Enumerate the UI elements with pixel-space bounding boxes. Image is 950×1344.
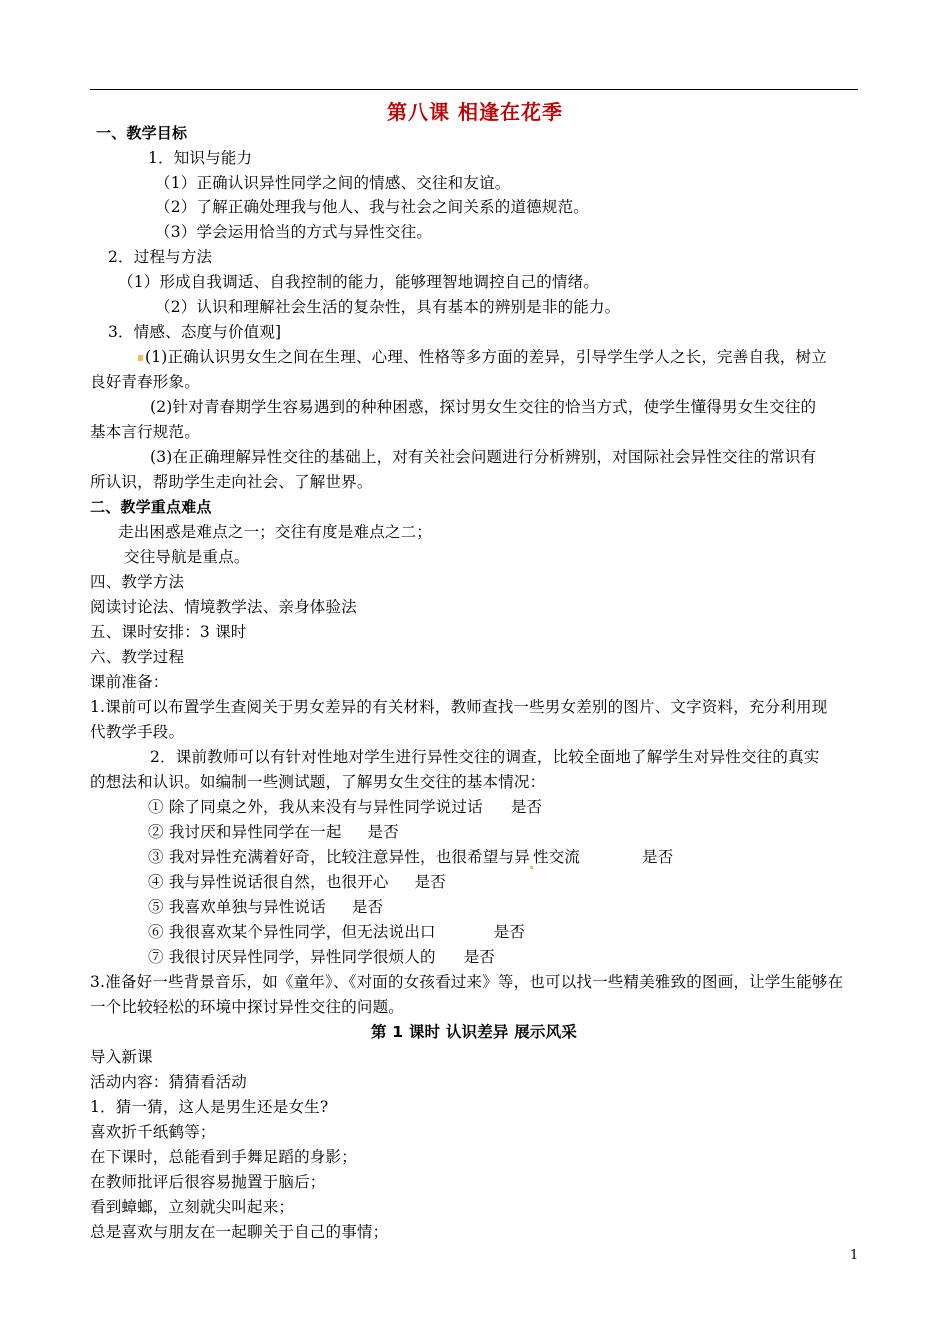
text-line: 良好青春形象。 xyxy=(90,373,200,391)
text-line: 四、教学方法 xyxy=(90,573,185,591)
text-line: 3．情感、态度与价值观] xyxy=(108,323,282,341)
text-line: 的想法和认识。如编制一些测试题，了解男女生交往的基本情况： xyxy=(90,773,546,791)
text-line: 看到蟑螂，立刻就尖叫起来； xyxy=(90,1198,295,1216)
section-heading: 二、教学重点难点 xyxy=(90,498,212,516)
survey-item xyxy=(148,945,916,969)
survey-question: ① 除了同桌之外，我从来没有与异性同学说过话 xyxy=(148,798,483,816)
text-line: 走出困惑是难点之一；交往有度是难点之二； xyxy=(118,523,433,541)
text-line: 总是喜欢与朋友在一起聊关于自己的事情； xyxy=(90,1223,389,1241)
text-line: 课前准备： xyxy=(90,673,169,691)
text-line: (3)在正确理解异性交往的基础上，对有关社会问题进行分析辨别，对国际社会异性交往的常识有 xyxy=(150,448,817,466)
survey-question: ② 我讨厌和异性同学在一起 xyxy=(148,823,342,841)
page-title: 第八课 相逢在花季 xyxy=(387,100,563,124)
text-line: 2．过程与方法 xyxy=(108,248,213,266)
text-line: （1）形成自我调适、自我控制的能力，能够理智地调控自己的情绪。 xyxy=(118,273,600,291)
survey-answer: 是否 xyxy=(493,923,526,941)
survey-answer: 是否 xyxy=(414,873,447,891)
text-line: （1）正确认识异性同学之间的情感、交往和友谊。 xyxy=(155,174,511,192)
survey-item xyxy=(148,895,916,919)
text-line: 1．知识与能力 xyxy=(148,149,253,167)
text-line: 活动内容：猜猜看活动 xyxy=(90,1073,248,1091)
text-line: 1.课前可以布置学生查阅关于男女差异的有关材料，教师查找一些男女差别的图片、文字资料，充分利用现 xyxy=(90,698,828,716)
text-span: (1)正确认识男女生之间在生理、心理、性格等多方面的差异，引导学生学人之长，完善自我，树立 xyxy=(145,348,827,366)
survey-question: ⑤ 我喜欢单独与异性说话 xyxy=(148,898,326,916)
text-line: 交往导航是重点。 xyxy=(124,548,250,566)
survey-answer: 是否 xyxy=(463,948,496,966)
survey-question: ⑦ 我很讨厌异性同学，异性同学很烦人的 xyxy=(148,948,436,966)
text-line: 所认识，帮助学生走向社会、了解世界。 xyxy=(90,473,373,491)
text-line: 阅读讨论法、情境教学法、亲身体验法 xyxy=(90,598,357,616)
text-line: 喜欢折千纸鹤等； xyxy=(90,1123,216,1141)
survey-answer: 是否 xyxy=(642,848,674,866)
text-line: （3）学会运用恰当的方式与异性交往。 xyxy=(155,223,432,241)
text-line: 在教师批评后很容易抛置于脑后； xyxy=(90,1173,326,1191)
text-line: 六、教学过程 xyxy=(90,648,185,666)
text-line: 导入新课 xyxy=(90,1048,153,1066)
survey-question: 性交流 xyxy=(532,848,581,866)
survey-item xyxy=(148,845,916,869)
lesson-subtitle: 第 1 课时 认识差异 展示风采 xyxy=(370,1023,578,1041)
section-heading: 一、教学目标 xyxy=(96,124,188,142)
header-rule xyxy=(90,89,858,90)
text-line: 五、课时安排：3 课时 xyxy=(90,623,247,641)
text-line: （2）认识和理解社会生活的复杂性，具有基本的辨别是非的能力。 xyxy=(155,298,621,316)
text-line: 1．猜一猜，这人是男生还是女生? xyxy=(90,1098,329,1116)
marker-icon xyxy=(138,355,143,361)
text-line: 一个比较轻松的环境中探讨异性交往的问题。 xyxy=(90,998,405,1016)
survey-item xyxy=(148,820,916,844)
survey-question: ④ 我与异性说话很自然，也很开心 xyxy=(148,873,389,891)
marker-icon xyxy=(530,866,533,869)
survey-item xyxy=(148,795,916,819)
survey-answer: 是否 xyxy=(367,823,399,841)
page-number: 1 xyxy=(850,1248,859,1263)
survey-answer: 是否 xyxy=(510,798,543,816)
text-line: 在下课时，总能看到手舞足蹈的身影； xyxy=(90,1148,357,1166)
survey-answer: 是否 xyxy=(351,898,384,916)
text-line: （2）了解正确处理我与他人、我与社会之间关系的道德规范。 xyxy=(155,198,589,216)
survey-question: ③ 我对异性充满着好奇，比较注意异性，也很希望与异 xyxy=(148,848,530,866)
text-line: 3.准备好一些背景音乐，如《童年》、《对面的女孩看过来》等，也可以找一些精美雅致的图画，让学生能够在 xyxy=(90,973,844,991)
survey-item xyxy=(148,920,916,944)
text-line xyxy=(138,345,906,369)
text-line: (2)针对青春期学生容易遇到的种种困惑，探讨男女生交往的恰当方式，使学生懂得男女生交往的 xyxy=(150,398,817,416)
text-line: 代教学手段。 xyxy=(90,723,185,741)
text-line: 2．课前教师可以有针对性地对学生进行异性交往的调查，比较全面地了解学生对异性交往的真实 xyxy=(150,748,820,766)
text-line: 基本言行规范。 xyxy=(90,423,200,441)
survey-item xyxy=(148,870,916,894)
survey-question: ⑥ 我很喜欢某个异性同学，但无法说出口 xyxy=(148,923,436,941)
